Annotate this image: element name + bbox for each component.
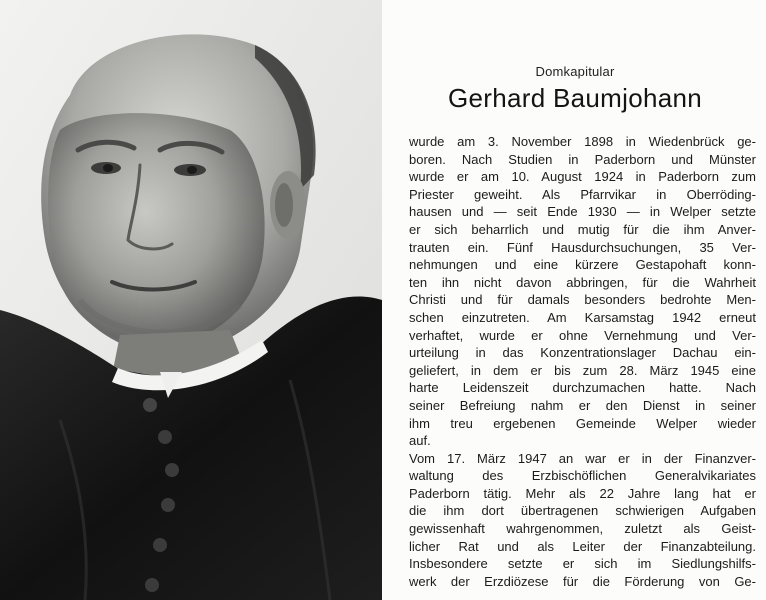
text-line: Paderborn tätig. Mehr als 22 Jahre lang hat er <box>409 485 756 501</box>
text-line: wurde er am 10. August 1924 in Paderborn zum <box>409 169 756 185</box>
text-line: er sich beharrlich und mutig für die ihm Anver- <box>409 221 756 237</box>
text-line: geliefert, in dem er bis zum 28. März 1945 eine <box>409 362 756 378</box>
text-line: licher Rat und als Leiter der Finanzabteilung. <box>409 538 756 554</box>
text-line: ihm treu ergebenen Gemeinde Welper wieder <box>409 415 756 431</box>
text-line: Insbesondere setzte er sich im Siedlungshilfs- <box>409 556 756 572</box>
text-line: trauten ein. Fünf Hausdurchsuchungen, 35 Ver- <box>409 239 756 255</box>
paragraph-1 <box>409 133 756 450</box>
text-line: Priester geweiht. Als Pfarrvikar in Oberröding- <box>409 186 756 202</box>
text-line: die ihm dort übertragenen schwierigen Aufgaben <box>409 503 756 519</box>
text-line: boren. Nach Studien in Paderborn und Münster <box>409 151 756 167</box>
text-line: hausen und — seit Ende 1930 — in Welper setzte <box>409 204 756 220</box>
text-line: gewissenhaft wahrgenommen, zuletzt als Geist- <box>409 521 756 537</box>
obituary-text-panel <box>384 0 766 600</box>
text-line: wurde am 3. November 1898 in Wiedenbrück ge- <box>409 134 756 149</box>
person-name: Gerhard Baumjohann <box>448 83 702 113</box>
text-line: schen einzutreten. Am Karsamstag 1942 erneut <box>409 309 756 325</box>
text-line: nehmungen und eine kürzere Gestapohaft konn- <box>409 257 756 273</box>
portrait-illustration <box>0 0 382 600</box>
obituary-body <box>409 133 756 590</box>
text-line: seiner Befreiung nahm er den Dienst in seiner <box>409 397 756 413</box>
paragraph-2 <box>409 450 756 591</box>
text-line: harte Leidenszeit durchzumachen hatte. Nach <box>409 380 756 396</box>
text-line: werk der Erzdiözese für die Förderung von Ge- <box>409 573 756 589</box>
text-line: Vom 17. März 1947 an war er in der Finanzver- <box>409 450 756 466</box>
text-line: urteilung in das Konzentrationslager Dachau ein- <box>409 345 756 361</box>
text-line: auf. <box>409 433 431 449</box>
portrait-photo <box>0 0 382 600</box>
text-line: waltung des Erzbischöflichen Generalvikariates <box>409 468 756 484</box>
text-line: ten ihn nicht davon abbringen, für die Wahrheit <box>409 274 756 290</box>
subtitle-title: Domkapitular <box>535 64 615 79</box>
text-line: Christi und für damals besonders bedrohte Men- <box>409 292 756 308</box>
text-line: verhaftet, wurde er ohne Vernehmung und Ver- <box>409 327 756 343</box>
